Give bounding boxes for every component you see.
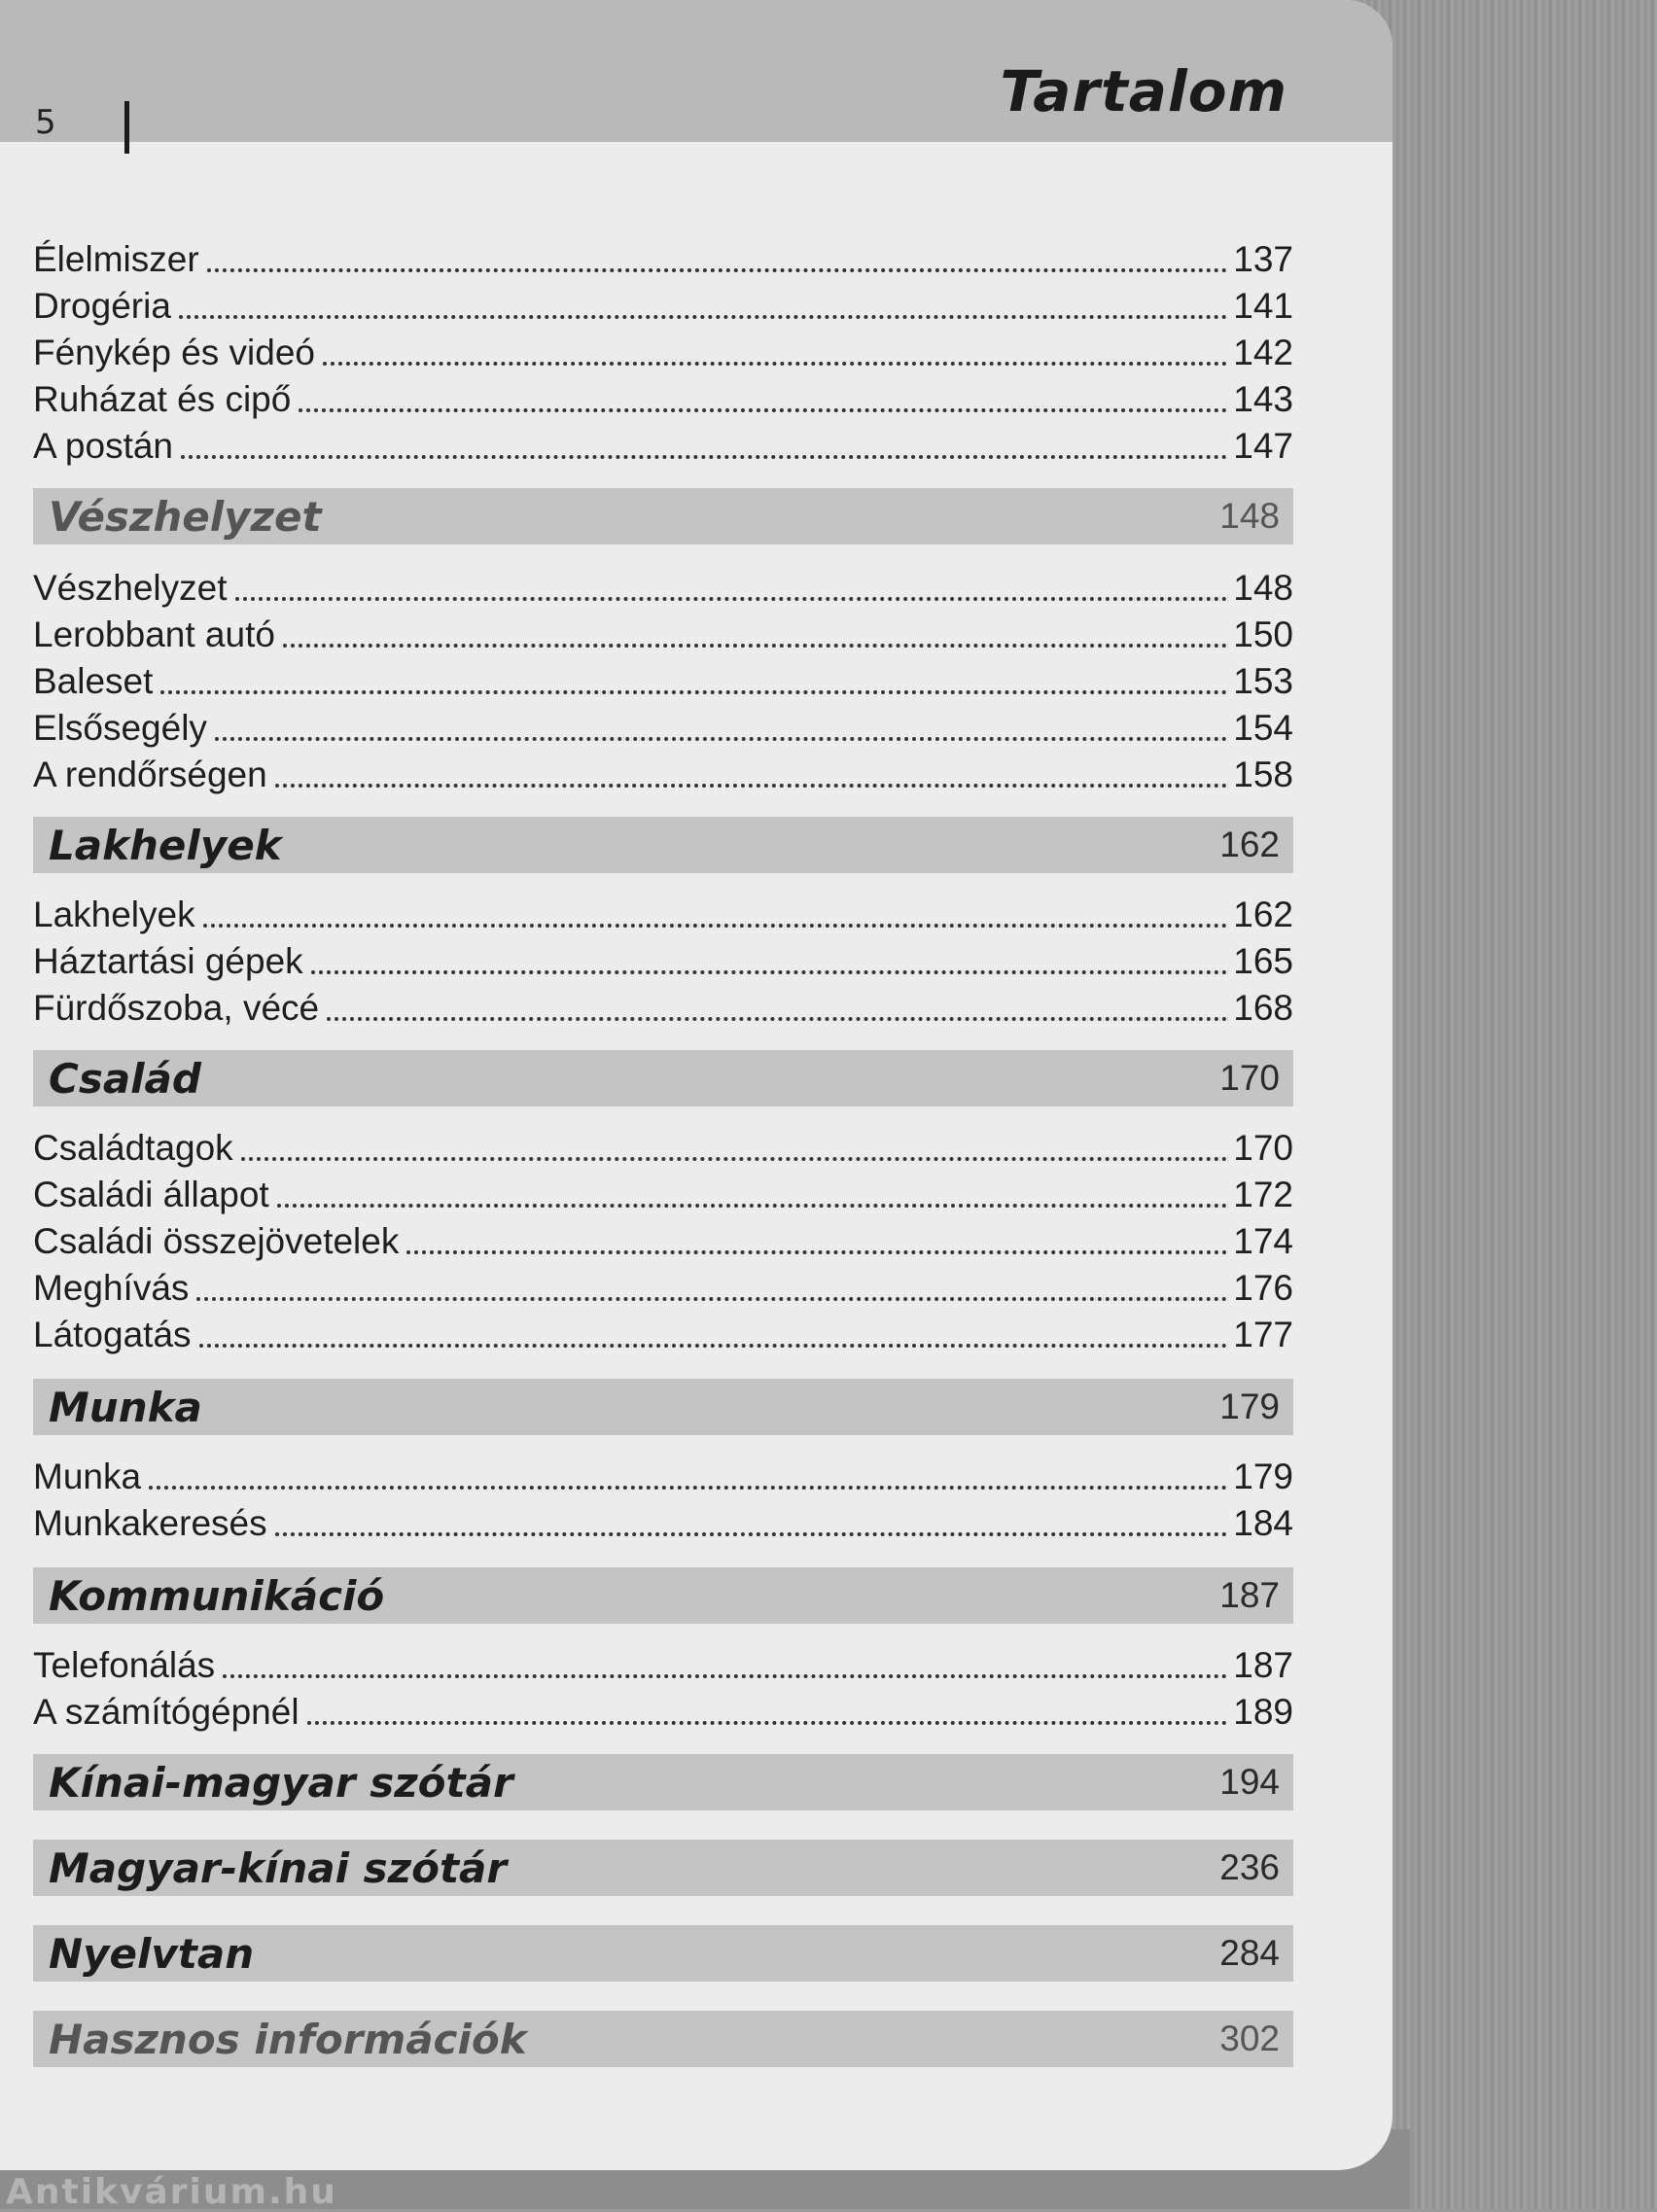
toc-section-title: Munka [49,1383,202,1431]
dot-leader [307,1721,1228,1725]
toc-section-title: Lakhelyek [49,821,282,869]
toc-section-title: Család [49,1054,201,1103]
toc-section-header[interactable] [33,817,1293,873]
toc-section-page: 179 [1219,1387,1280,1426]
toc-entry-label: Meghívás [33,1268,190,1308]
toc-entry-page: 148 [1233,568,1293,608]
toc-entry[interactable] [33,1639,1293,1686]
toc-section-title: Kínai-magyar szótár [49,1758,513,1807]
dot-leader [283,644,1227,648]
toc-entry-label: Látogatás [33,1315,192,1354]
toc-section-page: 187 [1219,1575,1280,1615]
toc-entry-label: A rendőrségen [33,755,267,794]
toc-entry-label: Élelmiszer [33,239,199,279]
toc-entry-page: 154 [1233,708,1293,748]
toc-entry-page: 150 [1233,614,1293,654]
toc-section-header[interactable] [33,1754,1293,1810]
toc-section-page: 194 [1219,1762,1280,1802]
dot-leader [179,315,1227,319]
dot-leader [235,597,1228,601]
toc-section-page: 236 [1219,1847,1280,1887]
toc-entry[interactable] [33,1451,1293,1497]
dot-leader [311,970,1228,974]
toc-entry-label: Munkakeresés [33,1503,267,1543]
toc-entry-label: Családi összejövetelek [33,1221,400,1261]
toc-entry-page: 141 [1233,286,1293,326]
header-divider [124,101,129,154]
toc-entry-label: Lerobbant autó [33,614,275,654]
page-number: 5 [35,103,56,142]
toc-entry[interactable] [33,1497,1293,1544]
toc-entry[interactable] [33,562,1293,609]
toc-entry[interactable] [33,982,1293,1029]
toc-entry-page: 170 [1233,1128,1293,1168]
toc-entry-label: Vészhelyzet [33,568,228,608]
toc-section-title: Kommunikáció [49,1571,385,1620]
toc-entry-page: 165 [1233,941,1293,981]
dot-leader [299,408,1227,412]
toc-section-title: Hasznos információk [49,2015,527,2063]
toc-entry-page: 187 [1233,1645,1293,1685]
toc-entry-label: Drogéria [33,286,171,326]
dot-leader [149,1486,1227,1490]
toc-entry-page: 162 [1233,895,1293,934]
toc-entry-label: A számítógépnél [33,1692,300,1732]
toc-section-title: Vészhelyzet [49,492,322,541]
toc-entry-page: 189 [1233,1692,1293,1732]
dot-leader [323,362,1227,366]
dot-leader [207,268,1228,272]
toc-section-page: 284 [1219,1933,1280,1973]
toc-section-header[interactable] [33,1379,1293,1435]
toc-entry-page: 137 [1233,239,1293,279]
toc-entry[interactable] [33,1262,1293,1309]
watermark: Antikvárium.hu [6,2172,337,2212]
page-header [0,0,1393,142]
dot-leader [223,1674,1227,1678]
toc-entry-page: 179 [1233,1457,1293,1496]
toc-entry[interactable] [33,1309,1293,1355]
toc-section-title: Magyar-kínai szótár [49,1843,508,1892]
toc-entry[interactable] [33,1169,1293,1215]
toc-section-page: 170 [1219,1058,1280,1098]
toc-section-header[interactable] [33,1050,1293,1106]
toc-entry-page: 143 [1233,379,1293,419]
toc-entry[interactable] [33,655,1293,702]
toc-section-header[interactable] [33,1567,1293,1624]
dot-leader [196,1297,1227,1301]
toc-section-page: 162 [1219,825,1280,864]
dot-leader [199,1344,1228,1348]
toc-entry-label: Háztartási gépek [33,941,303,981]
toc-entry-label: A postán [33,426,174,466]
toc-entry[interactable] [33,233,1293,280]
toc-entry[interactable] [33,373,1293,420]
toc-entry[interactable] [33,1122,1293,1169]
toc-entry-label: Elsősegély [33,708,207,748]
toc-entry[interactable] [33,420,1293,467]
toc-section-header[interactable] [33,488,1293,544]
dot-leader [160,690,1227,694]
toc-section-page: 148 [1219,496,1280,536]
toc-entry[interactable] [33,1215,1293,1262]
toc-entry-label: Ruházat és cipő [33,379,292,419]
toc-entry-page: 177 [1233,1315,1293,1354]
dot-leader [275,1532,1228,1536]
toc-section-header[interactable] [33,1840,1293,1896]
toc-entry[interactable] [33,1686,1293,1733]
toc-entry[interactable] [33,327,1293,373]
toc-entry-page: 153 [1233,661,1293,701]
toc-entry[interactable] [33,749,1293,795]
toc-entry-label: Lakhelyek [33,895,195,934]
toc-entry-page: 142 [1233,333,1293,372]
toc-entry-page: 158 [1233,755,1293,794]
toc-entry-page: 184 [1233,1503,1293,1543]
toc-entry-label: Fénykép és videó [33,333,316,372]
toc-entry[interactable] [33,935,1293,982]
toc-section-header[interactable] [33,1925,1293,1982]
toc-entry[interactable] [33,702,1293,749]
toc-section-title: Nyelvtan [49,1929,255,1978]
toc-entry-page: 172 [1233,1175,1293,1214]
dot-leader [203,924,1228,928]
toc-entry-label: Családi állapot [33,1175,269,1214]
toc-section-header[interactable] [33,2011,1293,2067]
page-title: Tartalom [1000,58,1287,124]
toc-entry-page: 168 [1233,988,1293,1028]
toc-entry-page: 147 [1233,426,1293,466]
dot-leader [241,1157,1228,1161]
toc-entry[interactable] [33,609,1293,655]
background-surface [1361,0,1657,2209]
toc-entry-label: Munka [33,1457,142,1496]
toc-entry-label: Baleset [33,661,154,701]
toc-entry-label: Fürdőszoba, vécé [33,988,320,1028]
dot-leader [215,737,1227,741]
toc-entry[interactable] [33,889,1293,935]
toc-entry-label: Telefonálás [33,1645,216,1685]
dot-leader [181,455,1227,459]
toc-entry-page: 174 [1233,1221,1293,1261]
toc-entry-label: Családtagok [33,1128,233,1168]
dot-leader [406,1250,1227,1254]
toc-entry[interactable] [33,280,1293,327]
dot-leader [327,1017,1227,1021]
dot-leader [275,784,1228,788]
toc-section-page: 302 [1219,2019,1280,2058]
toc-entry-page: 176 [1233,1268,1293,1308]
dot-leader [277,1204,1228,1208]
